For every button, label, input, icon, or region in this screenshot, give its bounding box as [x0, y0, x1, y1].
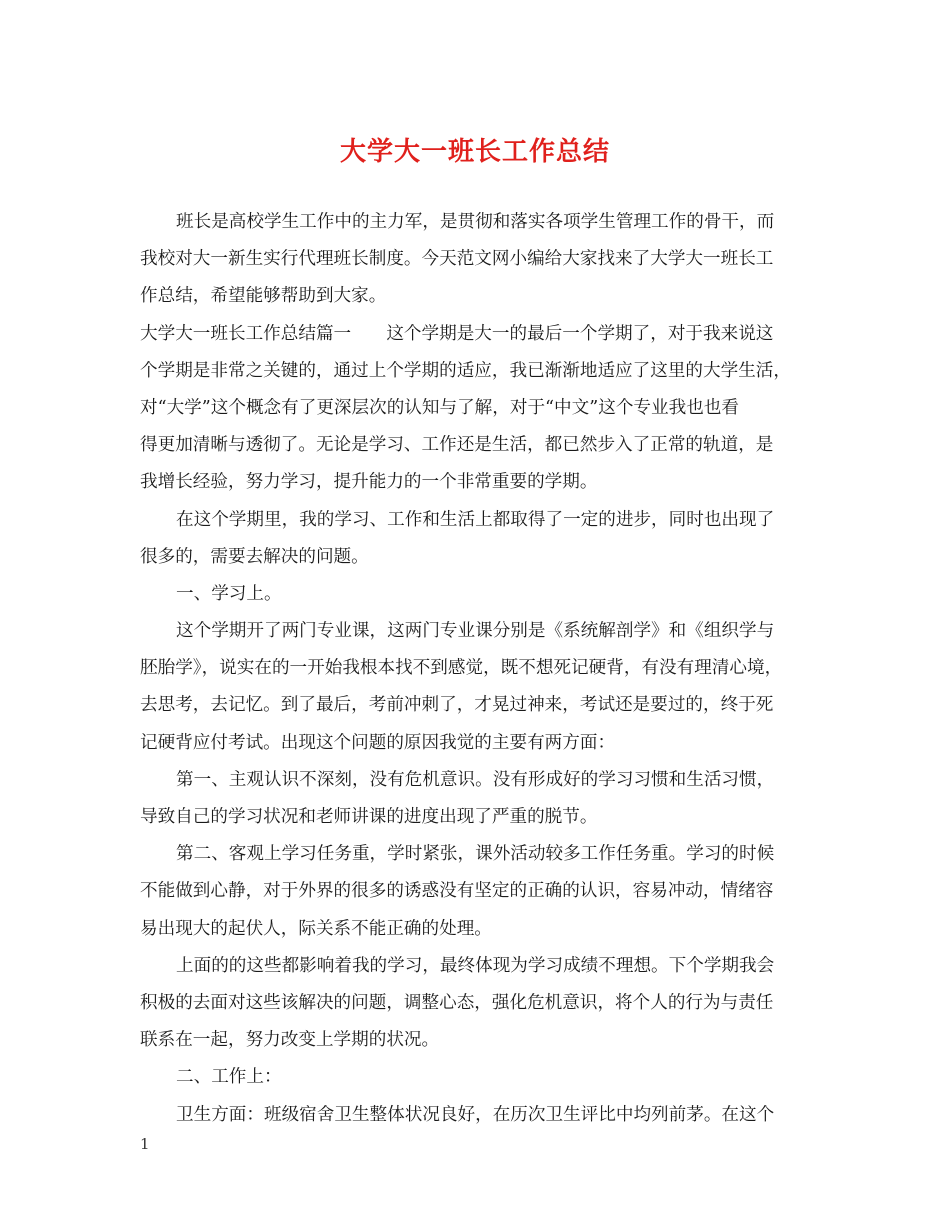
text-line: 我增长经验，努力学习，提升能力的一个非常重要的学期。	[140, 472, 598, 493]
text-line: 班长是高校学生工作中的主力军，是贯彻和落实各项学生管理工作的骨干，而	[176, 212, 775, 232]
text-line: 联系在一起，努力改变上学期的状况。	[140, 1030, 440, 1051]
text-line: 胚胎学》，说实在的一开始我根本找不到感觉，既不想死记硬背，有没有理清心境，	[140, 658, 783, 679]
text-line: 易出现大的起伏人，际关系不能正确的处理。	[140, 918, 492, 939]
text-line: 第一、主观认识不深刻，没有危机意识。没有形成好的学习习惯和生活习惯，	[176, 769, 775, 790]
page-number: 1	[140, 1135, 150, 1153]
text-line: 在这个学期里，我的学习、工作和生活上都取得了一定的进步，同时也出现了	[176, 509, 775, 530]
text-line: 不能做到心静，对于外界的很多的诱惑没有坚定的正确的认识，容易冲动，情绪容	[140, 881, 774, 902]
text-line: 得更加清晰与透彻了。无论是学习、工作还是生活，都已然步入了正常的轨道，是	[140, 435, 774, 456]
text-line: 第二、客观上学习任务重，学时紧张，课外活动较多工作任务重。学习的时候	[176, 844, 775, 865]
text-line: 一、学习上。	[176, 583, 282, 604]
text-line: 导致自己的学习状况和老师讲课的进度出现了严重的脱节。	[140, 807, 598, 827]
text-line: 个学期是非常之关键的，通过上个学期的适应，我已渐渐地适应了这里的大学生活，	[140, 360, 791, 381]
text-line: 卫生方面：班级宿舍卫生整体状况良好，在历次卫生评比中均列前茅。在这个	[176, 1104, 775, 1125]
text-line: 对“大学”这个概念有了更深层次的认知与了解，对于“中文”这个专业我也也看	[140, 397, 739, 418]
text-line: 上面的的这些都影响着我的学习，最终体现为学习成绩不理想。下个学期我会	[176, 955, 775, 976]
document-title: 大学大一班长工作总结	[339, 137, 610, 167]
text-line: 这个学期开了两门专业课，这两门专业课分别是《系统解剖学》和《组织学与	[176, 621, 775, 642]
text-line: 去思考，去记忆。到了最后，考前冲刺了，才晃过神来，考试还是要过的，终于死	[140, 695, 774, 716]
text-line: 很多的，需要去解决的问题。	[140, 546, 369, 567]
text-line: 记硬背应付考试。出现这个问题的原因我觉的主要有两方面：	[140, 732, 616, 753]
text-line: 积极的去面对这些该解决的问题，调整心态，强化危机意识，将个人的行为与责任	[140, 992, 774, 1013]
document-body	[140, 204, 816, 1134]
text-line: 大学大一班长工作总结篇一 这个学期是大一的最后一个学期了，对于我来说这	[140, 323, 774, 344]
text-line: 我校对大一新生实行代理班长制度。今天范文网小编给大家找来了大学大一班长工	[140, 249, 774, 270]
text-line: 二、工作上：	[176, 1067, 282, 1088]
text-line: 作总结，希望能够帮助到大家。	[140, 286, 387, 307]
